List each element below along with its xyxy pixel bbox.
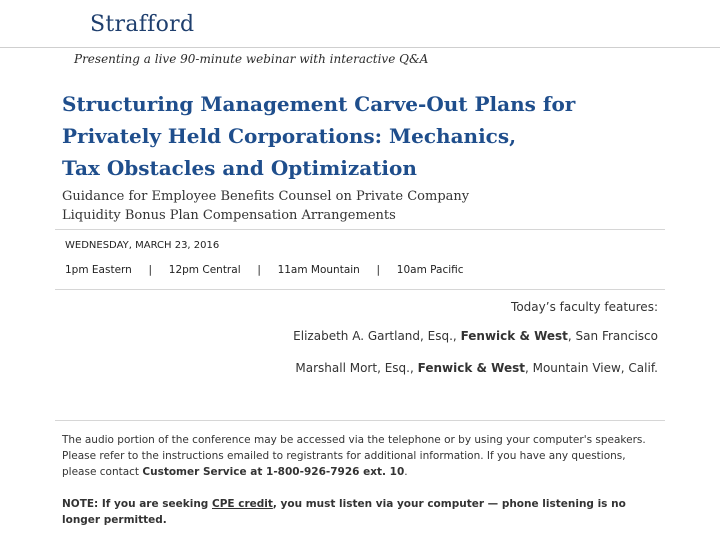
faculty-heading: Today’s faculty features: — [511, 300, 658, 314]
title-line: Tax Obstacles and Optimization — [62, 156, 417, 180]
audio-instructions — [62, 432, 662, 528]
webinar-title — [62, 88, 682, 184]
speaker-firm: Fenwick & West — [460, 329, 568, 343]
divider — [55, 229, 665, 230]
time-mountain: 11am Mountain — [277, 264, 360, 276]
subtitle-line: Guidance for Employee Benefits Counsel on Private Company — [62, 189, 470, 204]
time-separator: | — [376, 264, 381, 276]
webinar-date: WEDNESDAY, MARCH 23, 2016 — [65, 240, 220, 251]
speaker-name: Elizabeth A. Gartland, Esq., — [293, 329, 457, 343]
time-central: 12pm Central — [168, 264, 241, 276]
cpe-notice: NOTE: If you are seeking CPE credit, you must listen via your computer — phone listening is no longer permitted. — [62, 498, 626, 526]
divider — [55, 420, 665, 421]
speaker-location: , Mountain View, Calif. — [524, 361, 658, 375]
header-divider — [0, 47, 720, 48]
webinar-times — [65, 264, 464, 276]
webinar-subtitle — [62, 187, 662, 225]
time-pacific: 10am Pacific — [396, 264, 464, 276]
speaker-location: , San Francisco — [567, 329, 658, 343]
time-separator: | — [148, 264, 153, 276]
customer-service-contact: Customer Service at 1-800-926-7926 ext. 10 — [142, 466, 405, 478]
time-separator: | — [257, 264, 261, 276]
speaker-gartland — [293, 329, 658, 343]
webinar-tagline: Presenting a live 90-minute webinar with interactive Q&A — [74, 52, 429, 66]
time-eastern: 1pm Eastern — [65, 264, 132, 276]
title-line: Structuring Management Carve-Out Plans for — [62, 92, 576, 116]
audio-paragraph: The audio portion of the conference may be accessed via the telephone or by using your computer's speakers. Please refer to the instructions emailed to registrants for additional information. If you have any questions, please contact Customer Service at 1-800-926-7926 ext. 10. — [62, 434, 646, 478]
speaker-mort — [295, 361, 658, 375]
subtitle-line: Liquidity Bonus Plan Compensation Arrangements — [62, 208, 396, 223]
strafford-logo: Strafford — [90, 12, 195, 37]
speaker-firm: Fenwick & West — [417, 361, 525, 375]
title-line: Privately Held Corporations: Mechanics, — [62, 124, 517, 148]
speaker-name: Marshall Mort, Esq., — [295, 361, 414, 375]
divider — [55, 289, 665, 290]
cpe-credit-link[interactable]: CPE credit — [211, 498, 273, 510]
